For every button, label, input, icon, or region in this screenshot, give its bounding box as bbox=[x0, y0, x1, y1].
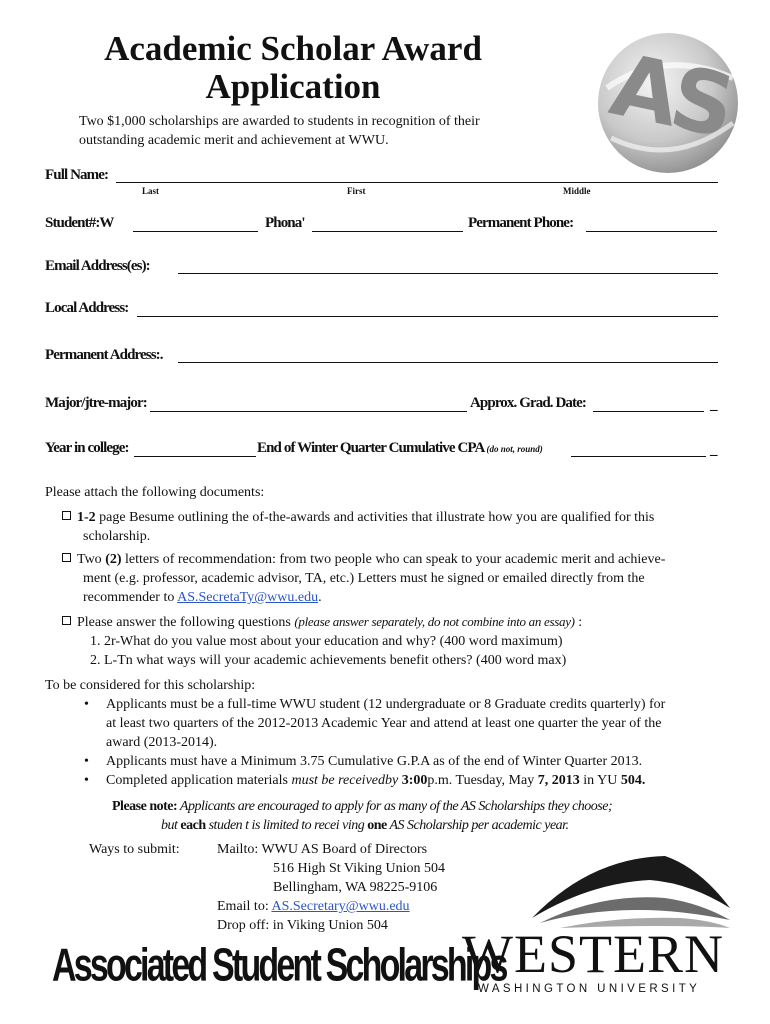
as-logo bbox=[593, 28, 743, 178]
permanent-address-label: Permanent Address:. bbox=[45, 347, 163, 363]
logo-text: AS bbox=[602, 34, 738, 158]
gpa-field[interactable] bbox=[571, 456, 706, 457]
phone-field[interactable] bbox=[312, 231, 463, 232]
question-1: 1. 2r-What do you value most about your education and why? (400 word maximum) bbox=[90, 634, 563, 649]
grad-date-label: Approx. Grad. Date: bbox=[470, 395, 586, 411]
western-swoosh-logo bbox=[530, 848, 735, 933]
title-line-1: Academic Scholar Award bbox=[104, 29, 482, 68]
middle-sublabel: Middle bbox=[563, 186, 591, 196]
submit-label: Ways to submit: bbox=[89, 842, 180, 857]
permanent-phone-field[interactable] bbox=[586, 231, 717, 232]
consider-heading: To be considered for this scholarship: bbox=[45, 678, 256, 693]
last-sublabel: Last bbox=[142, 186, 160, 196]
attach-heading: Please attach the following documents: bbox=[45, 485, 265, 500]
page-title bbox=[33, 30, 553, 106]
major-label: Major/jtre-major: bbox=[45, 395, 147, 411]
requirements-list bbox=[84, 695, 754, 790]
requirement-gpa: • Applicants must have a Minimum 3.75 Cumulative G.P.A as of the end of Winter Quarter 2013. bbox=[84, 752, 754, 771]
year-field[interactable] bbox=[134, 456, 256, 457]
western-wordmark: WESTERN bbox=[462, 924, 724, 984]
attach-item-questions: Please answer the following questions (please answer separately, do not combine into an essay) : 1. 2r-What do you value most about your education and why? (400 word maximum) 2. L-Tn what ways will your academic achievements benefit others? (400 word max) bbox=[62, 612, 752, 670]
student-number-label: Student#:W bbox=[45, 215, 114, 231]
major-field[interactable] bbox=[150, 411, 467, 412]
requirement-deadline: • Completed application materials must be receivedby 3:00p.m. Tuesday, May 7, 2013 in YU 504. bbox=[84, 771, 754, 790]
gpa-tail: _ bbox=[710, 442, 717, 458]
gpa-label bbox=[257, 440, 543, 457]
as-scholarships-brand: Associated Student Scholarships bbox=[52, 940, 506, 992]
phone-label: Phona' bbox=[265, 215, 305, 231]
checkbox-resume[interactable] bbox=[62, 511, 71, 520]
attach-item-letters: Two (2) letters of recommendation: from two people who can speak to your academic merit and achieve- ment (e.g. professor, academic advisor, TA, etc.) Letters must he signed or emailed directly from the recommender to AS.SecretaTy@wwu.edu. bbox=[62, 550, 752, 607]
gpa-label-text: End of Winter Quarter Cumulative CPA bbox=[257, 440, 484, 456]
question-2: 2. L-Tn what ways will your academic achievements benefit others? (400 word max) bbox=[90, 653, 567, 668]
full-name-label: Full Name: bbox=[45, 167, 109, 183]
submit-email-link[interactable]: AS.Secretary@wwu.edu bbox=[271, 899, 410, 914]
local-address-field[interactable] bbox=[137, 316, 718, 317]
local-address-label: Local Address: bbox=[45, 300, 129, 316]
submit-details: Mailto: WWU AS Board of Directors 516 High St Viking Union 504 Bellingham, WA 98225-9106 Email to: AS.Secretary@wwu.edu Drop off: in Viking Union 504 bbox=[217, 842, 445, 933]
checkbox-letters[interactable] bbox=[62, 553, 71, 562]
title-line-2: Application bbox=[205, 67, 381, 106]
intro-line-2: outstanding academic merit and achievement at WWU. bbox=[79, 133, 389, 148]
grad-date-tail: _ bbox=[710, 397, 717, 413]
email-label: Email Address(es): bbox=[45, 258, 150, 274]
grad-date-field[interactable] bbox=[593, 411, 704, 412]
intro-line-1: Two $1,000 scholarships are awarded to students in recognition of their bbox=[79, 114, 480, 129]
student-number-field[interactable] bbox=[133, 231, 258, 232]
checkbox-questions[interactable] bbox=[62, 616, 71, 625]
permanent-phone-label: Permanent Phone: bbox=[468, 215, 574, 231]
attach-item-resume: 1-2 page Besume outlining the of-the-awards and activities that illustrate how you are qualified for this scholarship. bbox=[62, 508, 742, 546]
email-field[interactable] bbox=[178, 273, 718, 274]
permanent-address-field[interactable] bbox=[178, 362, 718, 363]
intro-text bbox=[79, 112, 559, 150]
gpa-note: (do not, round) bbox=[486, 444, 543, 454]
full-name-field[interactable] bbox=[116, 182, 718, 183]
requirement-fulltime: • Applicants must be a full-time WWU student (12 undergraduate or 8 Graduate credits quarterly) for at least two quarters of the 2012-2013 Academic Year and attend at least one quarter the year of the award (2013-2014). bbox=[84, 695, 754, 752]
first-sublabel: First bbox=[347, 186, 366, 196]
year-label: Year in college: bbox=[45, 440, 129, 456]
please-note: Please note: Applicants are encouraged to apply for as many of the AS Scholarships they choose; but each studen t is limited to recei ving one AS Scholarship per academic year. bbox=[112, 799, 613, 833]
secretary-email-link[interactable]: AS.SecretaTy@wwu.edu bbox=[177, 590, 319, 605]
washington-university-wordmark: WASHINGTON UNIVERSITY bbox=[478, 983, 701, 995]
